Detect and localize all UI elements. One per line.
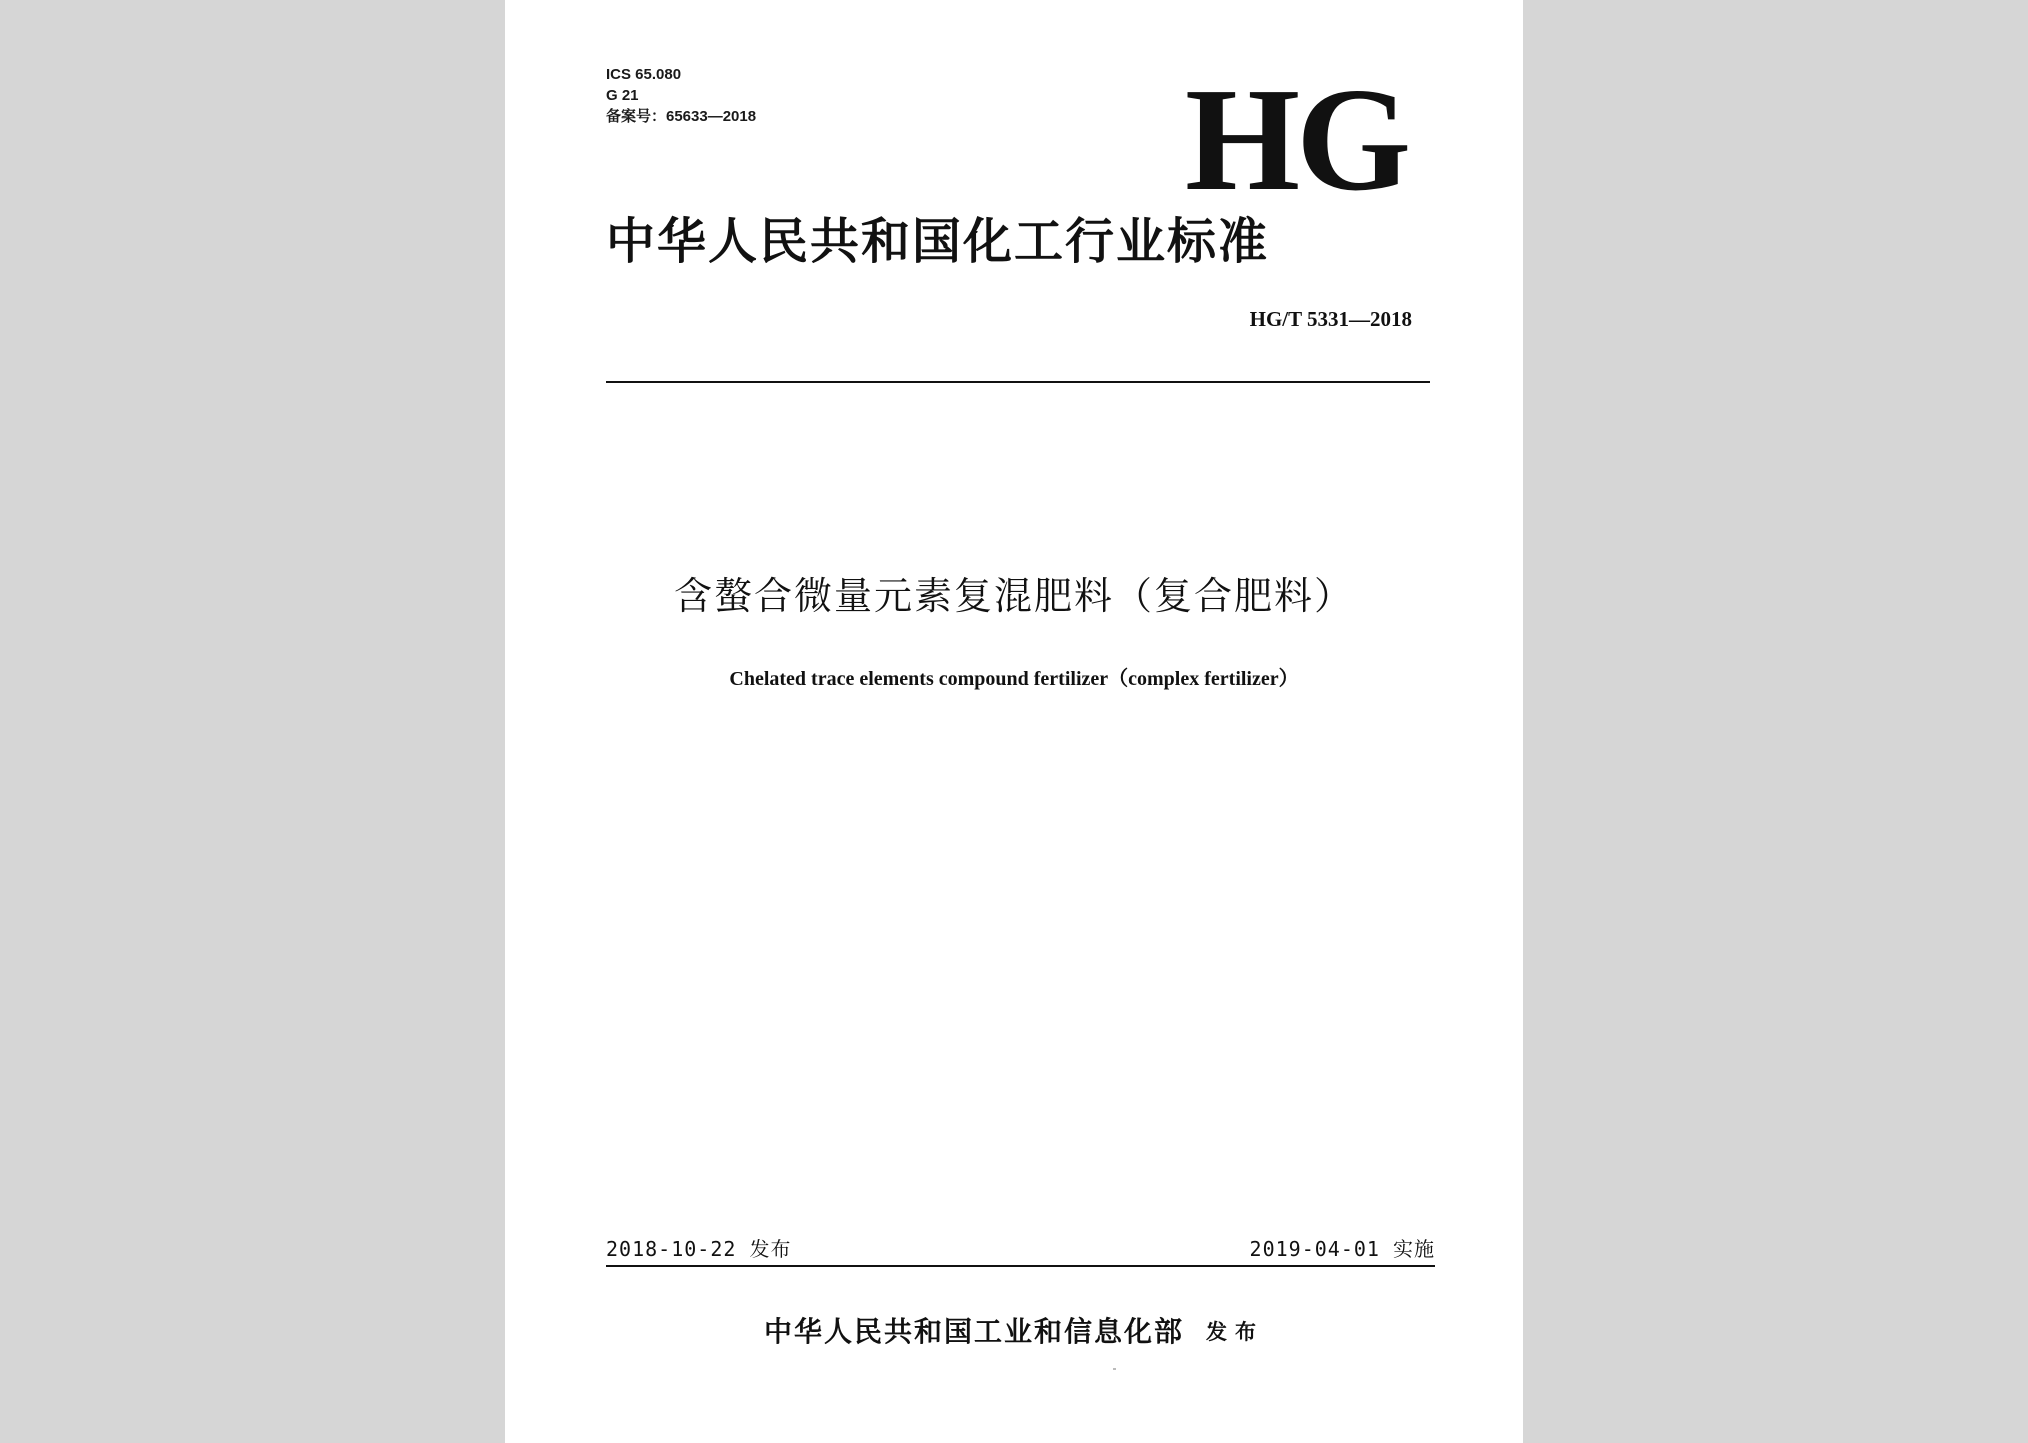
classification-block <box>606 64 756 127</box>
document-title-chinese: 含螯合微量元素复混肥料（复合肥料） <box>673 574 1354 618</box>
issue-date: 2018-10-22 发布 <box>606 1237 792 1261</box>
ccs-code: G 21 <box>606 87 639 104</box>
implementation-date: 2019-04-01 实施 <box>1249 1237 1435 1261</box>
standard-class-title: 中华人民共和国化工行业标准 <box>606 213 1270 270</box>
header-divider <box>606 381 1430 383</box>
document-title-english: Chelated trace elements compound fertilizer（complex fertilizer） <box>729 668 1299 690</box>
issuer-action: 发布 <box>1206 1320 1264 1344</box>
standard-number: HG/T 5331—2018 <box>1249 307 1412 331</box>
filing-number: 备案号：65633—2018 <box>606 108 757 125</box>
footer-divider <box>606 1265 1435 1267</box>
standard-cover-page <box>505 0 1523 1443</box>
hg-logo: HG <box>1185 58 1408 222</box>
issuer-name: 中华人民共和国工业和信息化部 <box>763 1315 1184 1348</box>
issuing-authority <box>505 1312 1523 1352</box>
ics-code: ICS 65.080 <box>606 66 682 83</box>
scan-speck <box>1113 1368 1116 1370</box>
